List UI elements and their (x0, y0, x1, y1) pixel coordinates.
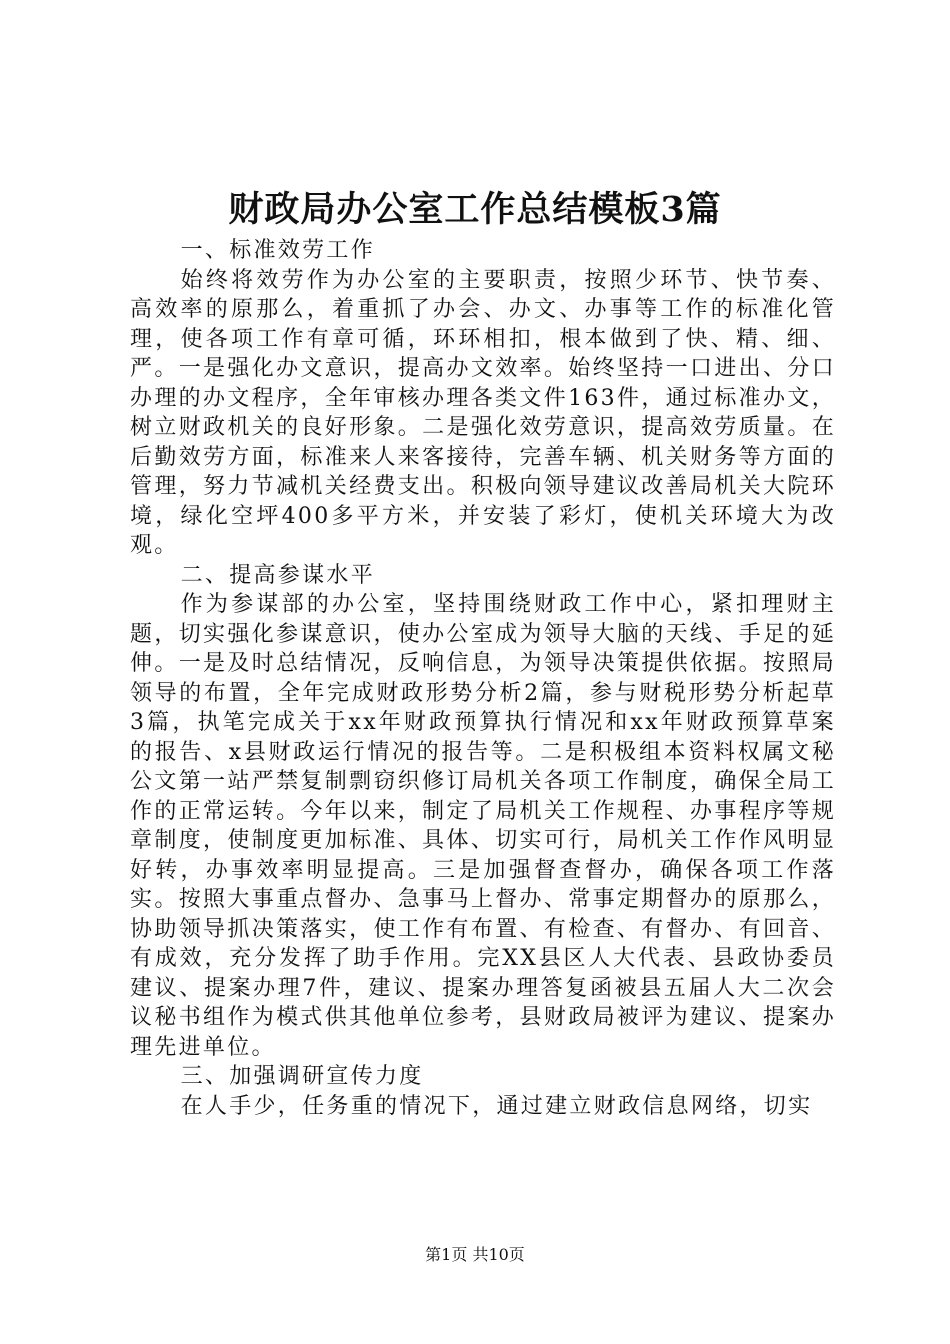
section-heading-2: 二、提高参谋水平 (180, 562, 375, 588)
paragraph-1: 始终将效劳作为办公室的主要职责，按照少环节、快节奏、高效率的原那么，着重抓了办会、办文、办事等工作的标准化管理，使各项工作有章可循，环环相扣，根本做到了快、精、细、严。一是强化办文意识，提高办文效率。始终坚持一口进出、分口办理的办文程序，全年审核办理各类文件163件，通过标准办文，树立财政机关的良好形象。二是强化效劳意识，提高效劳质量。在后勤效劳方面，标准来人来客接待，完善车辆、机关财务等方面的管理，努力节减机关经费支出。积极向领导建议改善局机关大院环境，绿化空坪400多平方米，并安装了彩灯，使机关环境大为改观。 (130, 267, 836, 558)
page-number-footer: 第1页 共10页 (425, 1245, 525, 1264)
paragraph-3: 在人手少，任务重的情况下，通过建立财政信息网络，切实 (180, 1093, 813, 1119)
section-heading-1: 一、标准效劳工作 (180, 238, 375, 263)
document-title: 财政局办公室工作总结模板3篇 (228, 189, 722, 230)
paragraph-2: 作为参谋部的办公室，坚持围绕财政工作中心，紧扣理财主题，切实强化参谋意识，使办公室成为领导大脑的天线、手足的延伸。一是及时总结情况，反响信息，为领导决策提供依据。按照局领导的布置，全年完成财政形势分析2篇，参与财税形势分析起草3篇，执笔完成关于xx年财政预算执行情况和xx年财政预算草案的报告、x县财政运行情况的报告等。二是积极组本资料权属文秘公文第一站严禁复制剽窃织修订局机关各项工作制度，确保全局工作的正常运转。今年以来，制定了局机关工作规程、办事程序等规章制度，使制度更加标准、具体、切实可行，局机关工作作风明显好转，办事效率明显提高。三是加强督查督办，确保各项工作落实。按照大事重点督办、急事马上督办、常事定期督办的原那么，协助领导抓决策落实，使工作有布置、有检查、有督办、有回音、有成效，充分发挥了助手作用。完XX县区人大代表、县政协委员建议、提案办理7件，建议、提案办理答复函被县五届人大二次会议秘书组作为模式供其他单位参考，县财政局被评为建议、提案办理先进单位。 (130, 592, 836, 1060)
document-body (130, 236, 836, 1121)
section-heading-3: 三、加强调研宣传力度 (180, 1064, 424, 1089)
